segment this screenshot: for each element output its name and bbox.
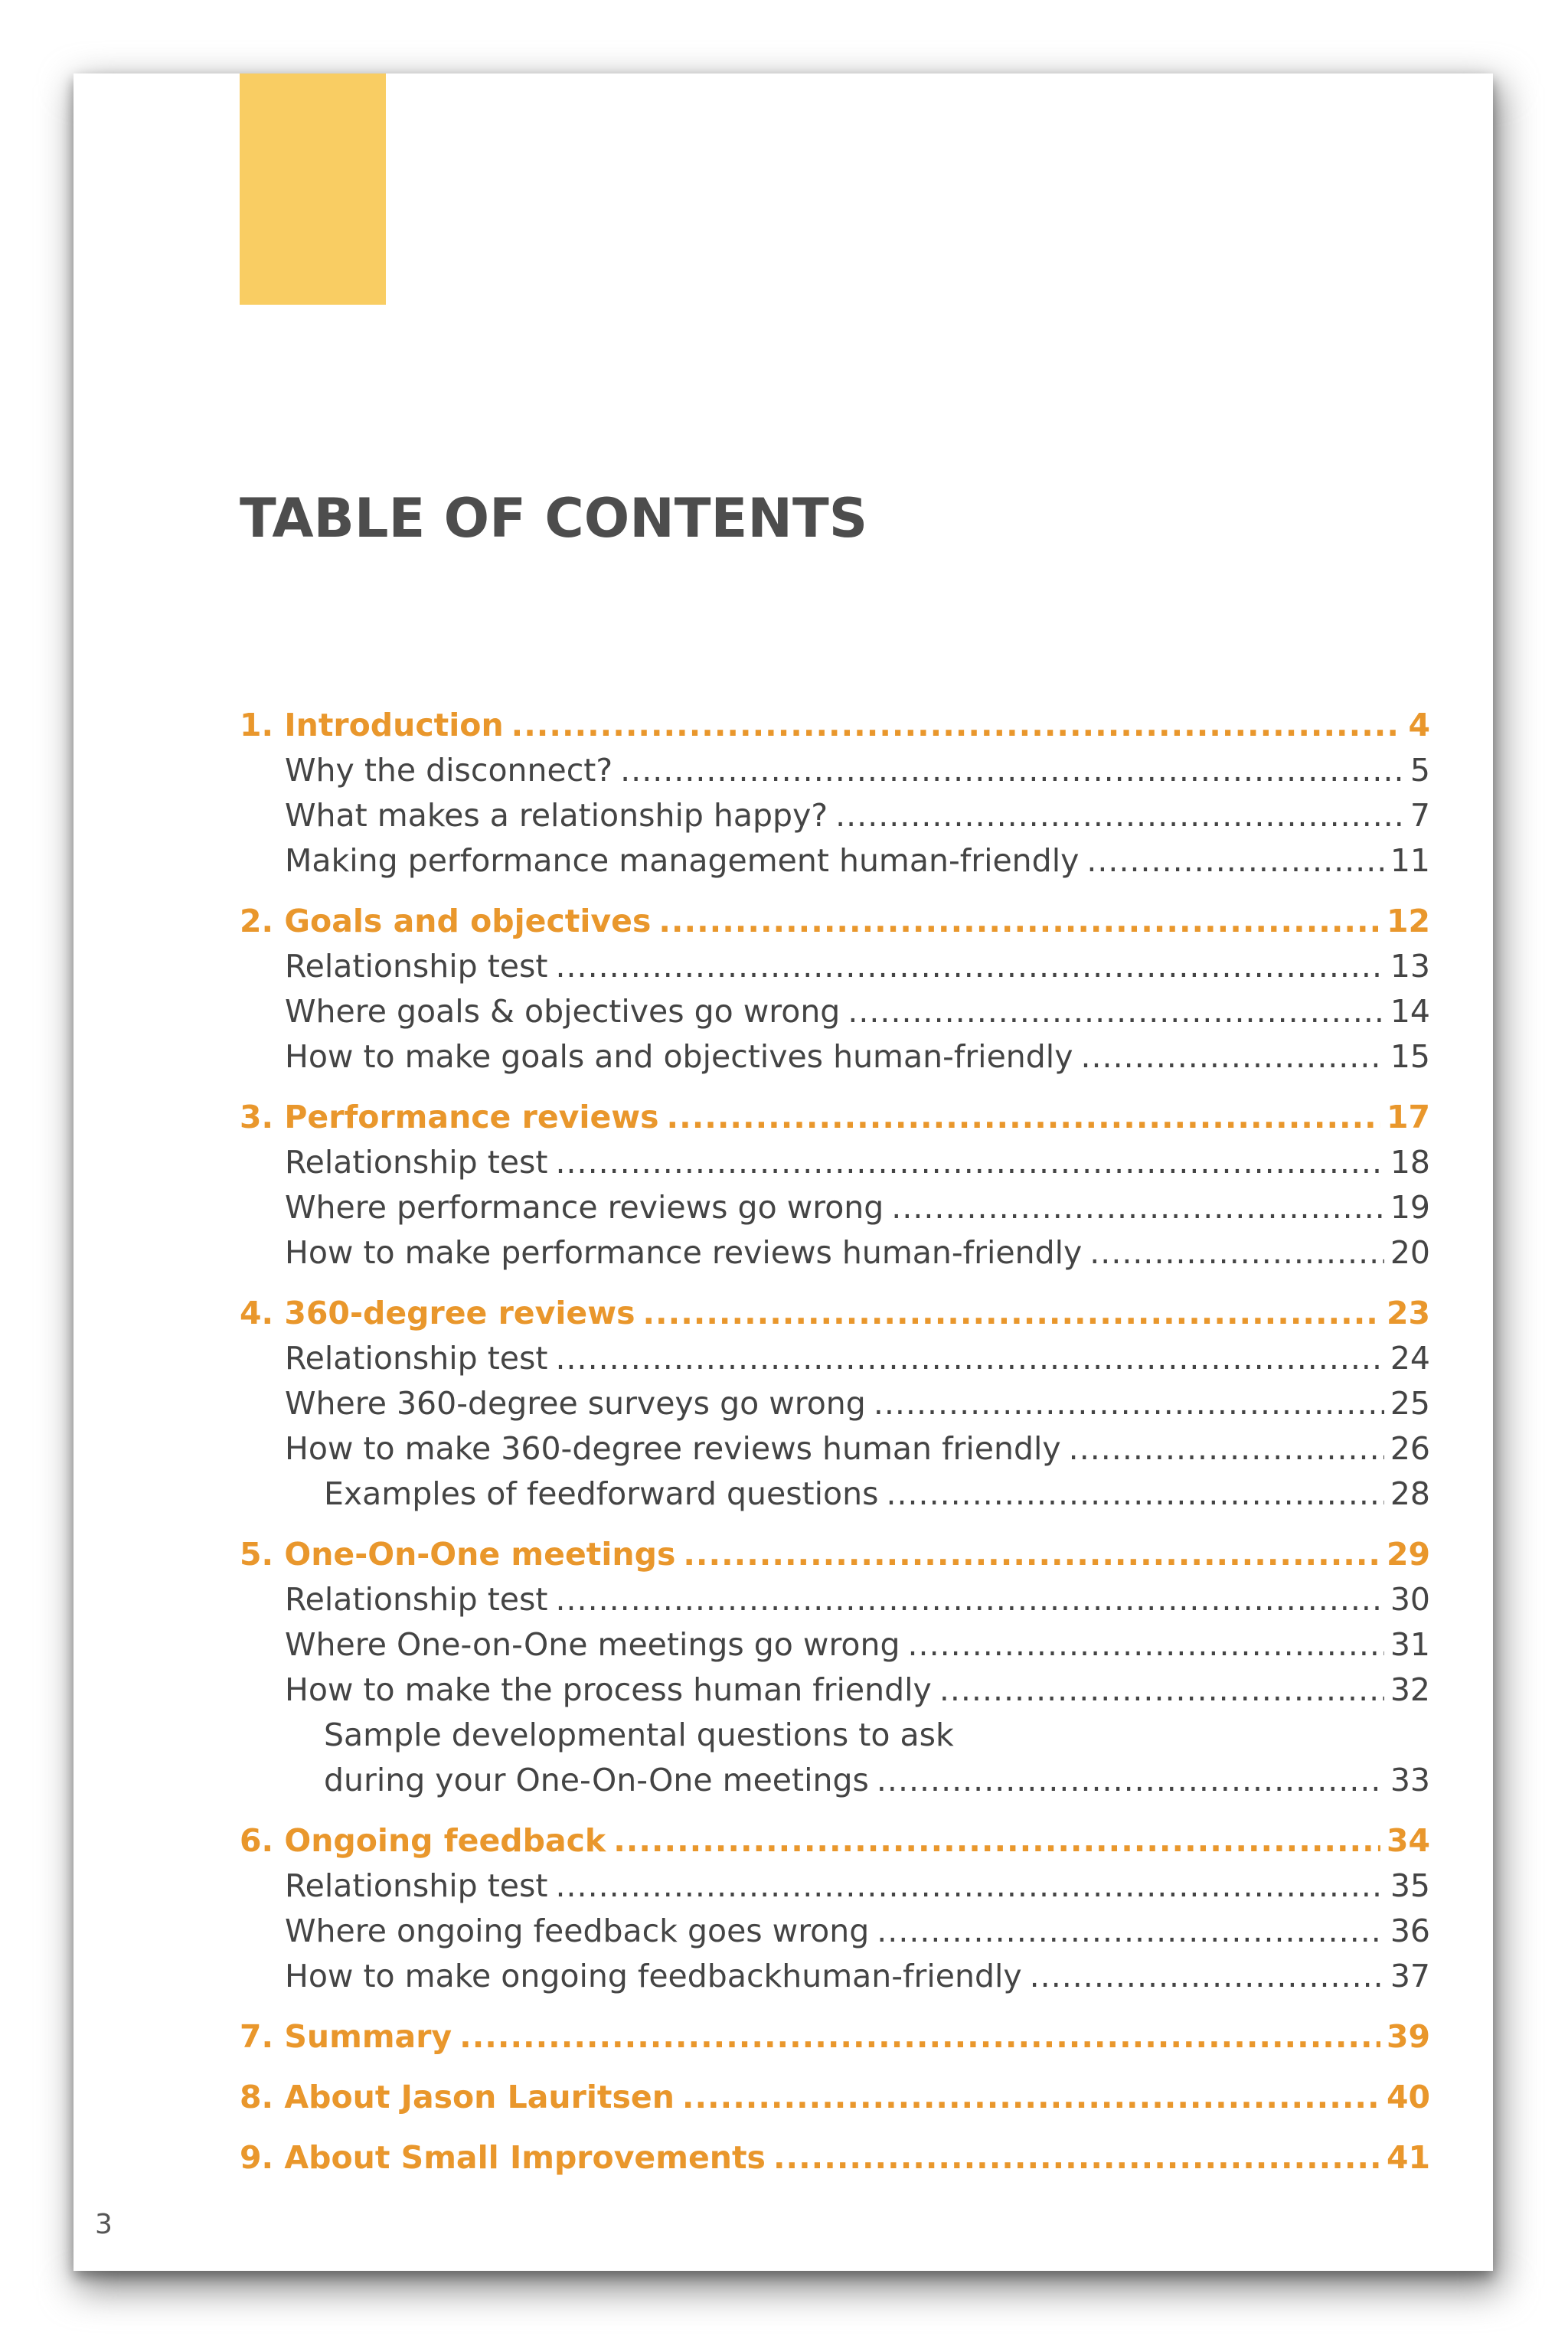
toc-dot-leader (939, 1668, 1384, 1712)
toc-section-entry[interactable] (240, 838, 1430, 883)
toc-entry-title: Relationship test (285, 1867, 548, 1904)
toc-entry-page: 29 (1386, 1536, 1430, 1573)
toc-entry-page: 5 (1410, 752, 1430, 789)
toc-section-entry[interactable] (240, 1336, 1430, 1380)
toc-entry-page: 36 (1390, 1913, 1430, 1949)
toc-entry-title: How to make goals and objectives human-friendly (285, 1038, 1073, 1075)
toc-dot-leader (511, 703, 1403, 747)
toc-chapter-entry[interactable] (240, 1532, 1430, 1576)
toc-dot-leader (683, 1532, 1380, 1576)
toc-dot-leader (1089, 1230, 1384, 1275)
toc-chapter-entry[interactable] (240, 1095, 1430, 1139)
document-page (74, 74, 1493, 2271)
toc-entry-title: Sample developmental questions to ask (324, 1717, 954, 1753)
toc-dot-leader (874, 1381, 1384, 1426)
toc-section-entry[interactable] (240, 1230, 1430, 1275)
toc-entry-title: Where One-on-One meetings go wrong (285, 1626, 900, 1663)
toc-entry-title: How to make performance reviews human-friendly (285, 1234, 1083, 1271)
toc-entry-title: How to make 360-degree reviews human friendly (285, 1430, 1061, 1467)
toc-entry-title: 1. Introduction (240, 707, 504, 743)
toc-entry-page: 28 (1390, 1475, 1430, 1512)
toc-section-entry[interactable] (240, 748, 1430, 792)
toc-entry-title: 7. Summary (240, 2018, 452, 2055)
toc-entry-page: 26 (1390, 1430, 1430, 1467)
toc-dot-leader (667, 1095, 1380, 1139)
toc-entry-title: 9. About Small Improvements (240, 2139, 766, 2176)
toc-section-entry[interactable] (240, 1185, 1430, 1230)
toc-section-entry[interactable] (240, 1954, 1430, 1998)
toc-entry-page: 20 (1390, 1234, 1430, 1271)
toc-section-entry[interactable] (240, 1622, 1430, 1667)
toc-dot-leader (835, 793, 1404, 838)
toc-entry-page: 13 (1390, 948, 1430, 985)
toc-entry-title: What makes a relationship happy? (285, 797, 828, 834)
toc-section-entry[interactable] (240, 1381, 1430, 1426)
toc-entry-page: 35 (1390, 1867, 1430, 1904)
toc-section-entry[interactable] (240, 1864, 1430, 1908)
toc-entry-page: 17 (1386, 1099, 1430, 1135)
toc-dot-leader (642, 1291, 1380, 1335)
toc-section-entry[interactable] (240, 1668, 1430, 1712)
toc-entry-page: 12 (1386, 903, 1430, 939)
toc-entry-title: How to make ongoing feedbackhuman-friendly (285, 1958, 1022, 1994)
toc-dot-leader (1030, 1954, 1384, 1998)
toc-dot-leader (658, 899, 1380, 943)
toc-entry-page: 41 (1386, 2139, 1430, 2176)
toc-dot-leader (555, 944, 1383, 988)
toc-entry-page: 32 (1390, 1671, 1430, 1708)
toc-entry-title: 8. About Jason Lauritsen (240, 2079, 675, 2115)
page-title: TABLE OF CONTENTS (240, 487, 868, 550)
toc-entry-title: 6. Ongoing feedback (240, 1822, 606, 1859)
toc-dot-leader (555, 1577, 1383, 1622)
toc-entry-title: 3. Performance reviews (240, 1099, 659, 1135)
toc-dot-leader (682, 2075, 1380, 2119)
toc-chapter-entry[interactable] (240, 1818, 1430, 1863)
toc-entry-title: Where goals & objectives go wrong (285, 993, 841, 1030)
toc-entry-title: Examples of feedforward questions (324, 1475, 879, 1512)
toc-entry-page: 33 (1390, 1762, 1430, 1798)
toc-chapter-entry[interactable] (240, 1291, 1430, 1335)
toc-entry-title: Where ongoing feedback goes wrong (285, 1913, 870, 1949)
toc-dot-leader (886, 1472, 1383, 1516)
toc-entry-page: 19 (1390, 1189, 1430, 1226)
toc-dot-leader (891, 1185, 1384, 1230)
toc-dot-leader (1086, 838, 1383, 883)
toc-entry-title: Relationship test (285, 1144, 548, 1181)
toc-section-entry[interactable] (240, 1909, 1430, 1953)
toc-section-entry[interactable] (240, 1472, 1430, 1516)
toc-dot-leader (1069, 1426, 1384, 1471)
toc-entry-title: 4. 360-degree reviews (240, 1295, 635, 1331)
toc-section-entry[interactable] (240, 1758, 1430, 1802)
toc-entry-page: 4 (1408, 707, 1430, 743)
toc-dot-leader (877, 1909, 1384, 1953)
toc-entry-title: during your One-On-One meetings (324, 1762, 869, 1798)
toc-entry-page: 30 (1390, 1581, 1430, 1618)
toc-entry-title: Relationship test (285, 1340, 548, 1377)
toc-entry-page: 25 (1390, 1385, 1430, 1422)
toc-chapter-entry[interactable] (240, 2014, 1430, 2059)
toc-entry-title: Relationship test (285, 1581, 548, 1618)
toc-dot-leader (908, 1622, 1384, 1667)
toc-dot-leader (459, 2014, 1380, 2059)
toc-entry-page: 34 (1386, 1822, 1430, 1859)
toc-entry-page: 31 (1390, 1626, 1430, 1663)
toc-dot-leader (555, 1336, 1383, 1380)
toc-entry-page: 23 (1386, 1295, 1430, 1331)
toc-entry-title: 5. One-On-One meetings (240, 1536, 676, 1573)
toc-entry-page: 7 (1410, 797, 1430, 834)
toc-chapter-entry[interactable] (240, 2075, 1430, 2119)
toc-chapter-entry[interactable] (240, 2135, 1430, 2180)
toc-section-entry[interactable] (240, 793, 1430, 838)
toc-section-entry[interactable] (240, 1140, 1430, 1184)
toc-section-entry[interactable] (240, 1713, 1430, 1757)
toc-dot-leader (877, 1758, 1384, 1802)
toc-dot-leader (773, 2135, 1380, 2180)
toc-entry-page: 39 (1386, 2018, 1430, 2055)
toc-section-entry[interactable] (240, 944, 1430, 988)
toc-entry-page: 15 (1390, 1038, 1430, 1075)
toc-entry-page: 37 (1390, 1958, 1430, 1994)
toc-dot-leader (613, 1818, 1380, 1863)
toc-section-entry[interactable] (240, 1426, 1430, 1471)
toc-section-entry[interactable] (240, 1577, 1430, 1622)
accent-bar (240, 74, 386, 305)
toc-chapter-entry[interactable] (240, 703, 1430, 747)
toc-entry-page: 24 (1390, 1340, 1430, 1377)
toc-dot-leader (555, 1864, 1383, 1908)
toc-entry-page: 14 (1390, 993, 1430, 1030)
toc-entry-page: 40 (1386, 2079, 1430, 2115)
toc-section-entry[interactable] (240, 1034, 1430, 1079)
toc-section-entry[interactable] (240, 989, 1430, 1034)
toc-entry-page: 11 (1390, 842, 1430, 879)
toc-dot-leader (848, 989, 1384, 1034)
toc-entry-title: Where performance reviews go wrong (285, 1189, 884, 1226)
toc-chapter-entry[interactable] (240, 899, 1430, 943)
toc-dot-leader (1080, 1034, 1383, 1079)
toc-entry-title: How to make the process human friendly (285, 1671, 932, 1708)
toc-dot-leader (620, 748, 1404, 792)
toc-dot-leader (555, 1140, 1383, 1184)
toc-entry-title: Where 360-degree surveys go wrong (285, 1385, 866, 1422)
toc-entry-title: Relationship test (285, 948, 548, 985)
toc-entry-page: 18 (1390, 1144, 1430, 1181)
toc-entry-title: 2. Goals and objectives (240, 903, 652, 939)
page-number: 3 (95, 2209, 113, 2240)
toc-entry-title: Why the disconnect? (285, 752, 613, 789)
toc-entry-title: Making performance management human-friendly (285, 842, 1080, 879)
